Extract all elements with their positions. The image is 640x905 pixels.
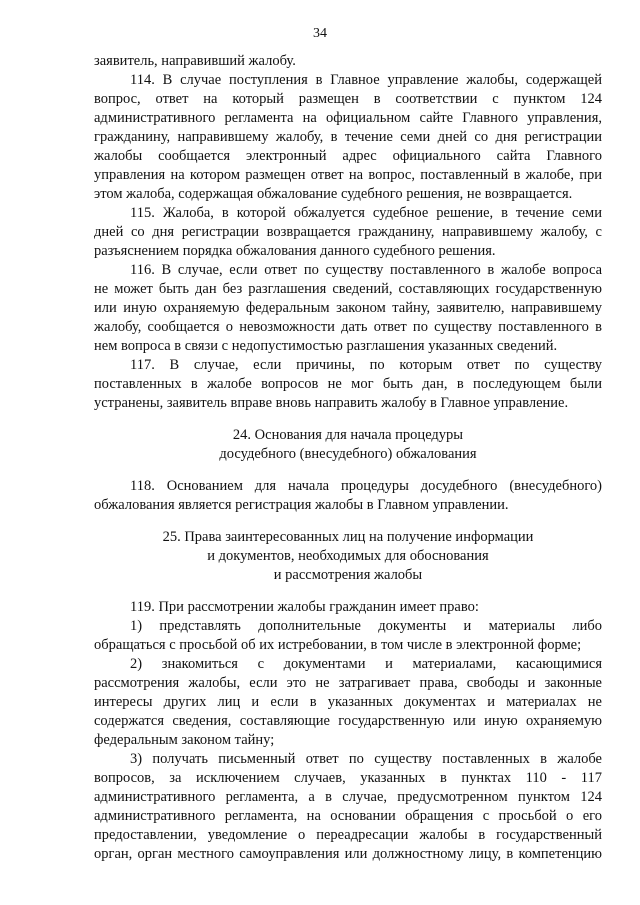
text-line: жалобы сообщается электронный адрес официального сайта Главного	[94, 148, 602, 164]
text-line: поставленных в жалобе вопросов не мог быть дан, в последующем были	[94, 376, 602, 392]
text-line: не может быть дан без разглашения сведений, составляющих государственную	[94, 281, 602, 297]
text-line: содержатся сведения, составляющие государственную или иную охраняемую	[94, 713, 602, 729]
text-line: вопрос, ответ на который размещен в соответствии с пунктом 124	[94, 91, 602, 107]
text-line: гражданину, направившему жалобу, в течение семи дней со дня регистрации	[94, 129, 602, 145]
text-line: 114. В случае поступления в Главное управление жалобы, содержащей	[130, 72, 602, 88]
text-line: административного регламента, а в случае, предусмотренном пунктом 124	[94, 789, 602, 805]
text-line: управления на котором размещен ответ на вопрос, поставленный в жалобе, при	[94, 167, 602, 183]
section-heading-line: 24. Основания для начала процедуры	[232, 427, 464, 443]
text-line: 119. При рассмотрении жалобы гражданин имеет право:	[130, 599, 479, 615]
text-line: дней со дня регистрации возвращается гражданину, направившему жалобу, с	[94, 224, 602, 240]
text-line: нем вопроса в связи с недопустимостью разглашения указанных сведений.	[94, 338, 558, 354]
text-line: предоставлении, уведомление о переадресации жалобы в государственный	[94, 827, 602, 843]
text-line: федеральным законом тайну;	[94, 732, 275, 748]
section-heading-line: и документов, необходимых для обоснования	[207, 548, 489, 564]
section-heading-line: и рассмотрения жалобы	[273, 567, 423, 583]
text-line: 117. В случае, если причины, по которым ответ по существу	[130, 357, 602, 373]
text-line: рассмотрения жалобы, если это не затрагивает права, свободы и законные	[94, 675, 602, 691]
text-line: или иную охраняемую федеральным законом тайну, заявителю, направившему	[94, 300, 602, 316]
text-line: обжалования является регистрация жалобы в Главном управлении.	[94, 497, 509, 513]
text-line: заявитель, направивший жалобу.	[94, 53, 296, 69]
text-line: интересы других лиц и если в указанных документах и материалах не	[94, 694, 602, 710]
section-heading-line: досудебного (внесудебного) обжалования	[219, 446, 477, 462]
text-line: административного регламента на официальном сайте Главного управления,	[94, 110, 602, 126]
page-number: 34	[313, 26, 327, 41]
text-line: обращаться с просьбой об их истребовании, в том числе в электронной форме;	[94, 637, 582, 653]
text-line: административного регламента, на основании обращения с просьбой о его	[94, 808, 602, 824]
text-line: этом жалоба, содержащая обжалование судебного решения, не возвращается.	[94, 186, 573, 202]
text-line: 116. В случае, если ответ по существу поставленного в жалобе вопроса	[130, 262, 602, 278]
text-line: 115. Жалоба, в которой обжалуется судебное решение, в течение семи	[130, 205, 602, 221]
text-line: 3) получать письменный ответ по существу поставленных в жалобе	[130, 751, 602, 767]
text-line: вопросов, за исключением случаев, указанных в пунктах 110 - 117	[94, 770, 602, 786]
text-line: 118. Основанием для начала процедуры досудебного (внесудебного)	[130, 478, 602, 494]
text-line: устранены, заявитель вправе вновь направить жалобу в Главное управление.	[94, 395, 569, 411]
text-line: жалобу, сообщается о невозможности дать ответ по существу поставленного в	[94, 319, 602, 335]
text-line: 1) представлять дополнительные документы и материалы либо	[130, 618, 602, 634]
section-heading-line: 25. Права заинтересованных лиц на получение информации	[162, 529, 534, 545]
text-line: орган, орган местного самоуправления или должностному лицу, в компетенцию	[94, 846, 602, 862]
text-line: 2) знакомиться с документами и материалами, касающимися	[130, 656, 602, 672]
text-line: разъяснением порядка обжалования данного судебного решения.	[94, 243, 496, 259]
